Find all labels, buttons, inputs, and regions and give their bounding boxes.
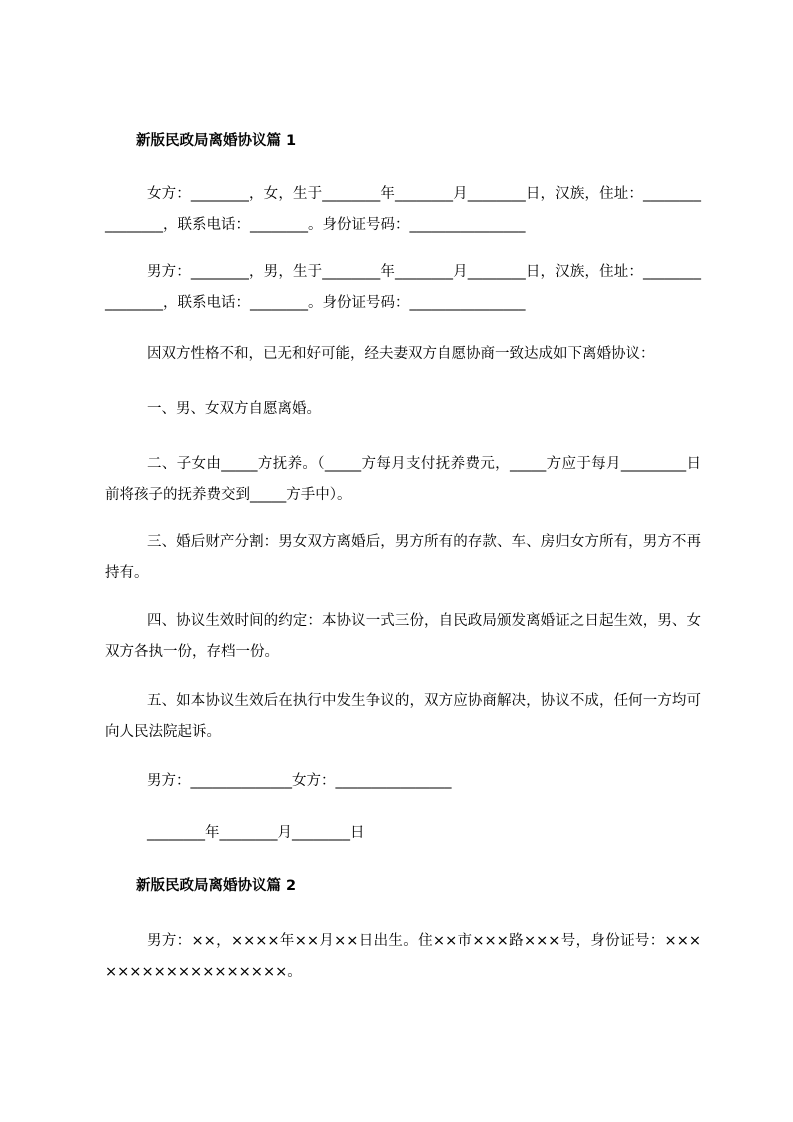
female-party-paragraph: 女方：________，女，生于________年________月________日，汉族，住址：________________，联系电话：________。身份证号码：________________ — [105, 186, 701, 233]
clause-2: 二、子女由_____方抚养。（_____方每月支付抚养费元，_____方应于每月_________日前将孩子的抚养费交到_____方手中）。 — [105, 456, 701, 503]
clause-3: 三、婚后财产分割：男女双方离婚后，男方所有的存款、车、房归女方所有，男方不再持有。 — [105, 534, 701, 581]
intro-paragraph: 因双方性格不和，已无和好可能，经夫妻双方自愿协商一致达成如下离婚协议： — [147, 346, 655, 362]
date-line: ________年________月________日 — [147, 825, 365, 841]
clause-4: 四、协议生效时间的约定：本协议一式三份，自民政局颁发离婚证之日起生效，男、女双方各执一份，存档一份。 — [105, 613, 701, 660]
clause-5: 五、如本协议生效后在执行中发生争议的，双方应协商解决，协议不成，任何一方均可向人民法院起诉。 — [105, 693, 701, 740]
clause-1: 一、男、女双方自愿离婚。 — [147, 401, 321, 417]
signature-line: 男方：______________女方：________________ — [147, 773, 452, 789]
section2-title: 新版民政局离婚协议篇 2 — [136, 878, 297, 894]
section1-title: 新版民政局离婚协议篇 1 — [136, 133, 297, 149]
male-party-paragraph: 男方：________，男，生于________年________月________日，汉族，住址：________________，联系电话：________。身份证号码：________________ — [105, 264, 701, 311]
section2-male-party-paragraph: 男方：××，××××年××月××日出生。住××市×××路×××号，身份证号：××××××××××××××××××。 — [105, 933, 701, 980]
